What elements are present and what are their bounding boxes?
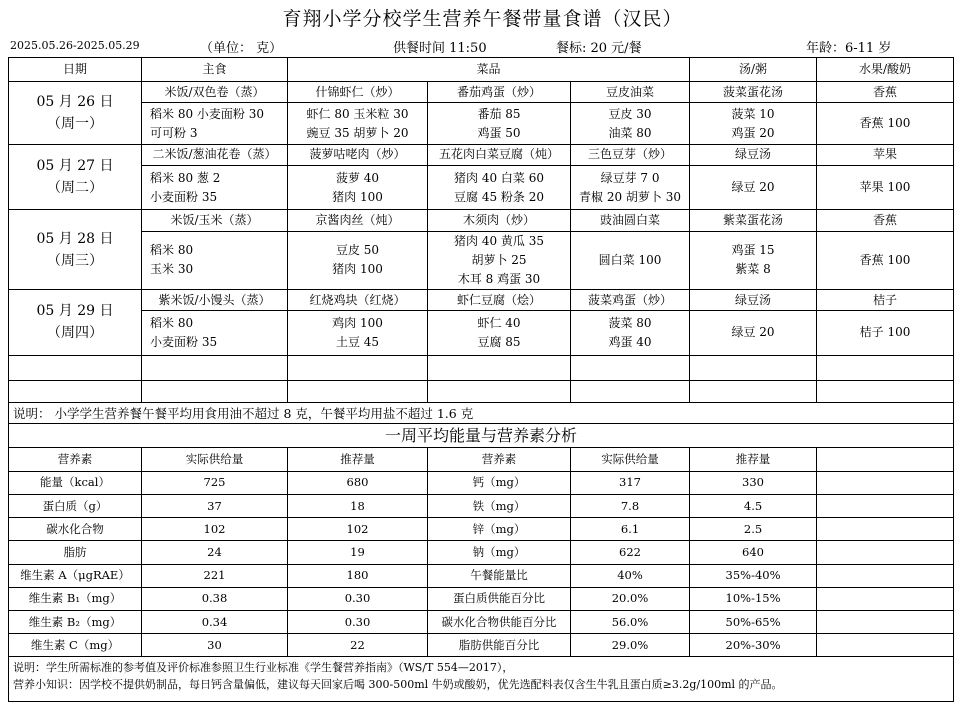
ingredient-line: 小麦面粉 35 bbox=[150, 334, 218, 349]
blank-cell bbox=[817, 587, 954, 610]
day-amount-row bbox=[9, 165, 954, 209]
nutrient-value: 午餐能量比 bbox=[428, 564, 571, 587]
nutrient-value: 钠（mg） bbox=[428, 541, 571, 564]
ingredient-line: 胡萝卜 25 bbox=[471, 252, 527, 267]
weekday-label: （周三） bbox=[47, 252, 103, 269]
dish-name: 三色豆芽（炒） bbox=[571, 144, 690, 165]
ingredient-line: 菠菜 80 bbox=[608, 315, 652, 330]
blank-cell bbox=[571, 355, 690, 380]
nutrient-value: 20%-30% bbox=[690, 634, 817, 657]
nutrient-value: 7.8 bbox=[571, 494, 690, 517]
dish-name: 绿豆汤 bbox=[690, 290, 817, 311]
nutrient-value: 102 bbox=[288, 518, 428, 541]
day-amount-row bbox=[9, 311, 954, 355]
date-label: 05 月 29 日 bbox=[36, 303, 114, 320]
ingredient-amounts bbox=[428, 165, 571, 209]
ingredient-line: 虾仁 80 玉米粒 30 bbox=[306, 106, 409, 121]
dish-name: 菠菜鸡蛋（炒） bbox=[571, 290, 690, 311]
ingredient-line: 虾仁 40 bbox=[477, 315, 521, 330]
nutrient-value: 钙（mg） bbox=[428, 471, 571, 494]
date-label: 05 月 28 日 bbox=[36, 230, 114, 247]
ingredient-line: 豆皮 50 bbox=[335, 243, 380, 258]
date-range: 2025.05.26-2025.05.29 bbox=[10, 39, 140, 52]
dish-name: 米饭/玉米（蒸） bbox=[142, 210, 288, 231]
dish-name: 香蕉 bbox=[817, 210, 954, 231]
nutrient-value: 622 bbox=[571, 541, 690, 564]
nutrient-value: 24 bbox=[142, 541, 288, 564]
header-fruit: 水果/酸奶 bbox=[817, 58, 954, 82]
ingredient-line: 稻米 80 bbox=[150, 315, 194, 330]
ingredient-amounts bbox=[428, 103, 571, 144]
ingredient-amounts bbox=[142, 165, 288, 209]
ingredient-line: 猪肉 100 bbox=[332, 189, 383, 204]
nutrient-value: 能量（kcal） bbox=[9, 471, 142, 494]
day-dish-row bbox=[9, 290, 954, 311]
dish-name: 什锦虾仁（炒） bbox=[288, 82, 428, 103]
blank-cell bbox=[817, 471, 954, 494]
nutrient-value: 317 bbox=[571, 471, 690, 494]
ingredient-line: 可可粉 3 bbox=[150, 125, 198, 140]
ingredient-amounts bbox=[817, 311, 954, 355]
age-range: 年龄：6-11 岁 bbox=[806, 41, 892, 56]
ingredient-line: 鸡肉 100 bbox=[332, 315, 383, 330]
ingredient-line: 苹果 100 bbox=[859, 180, 911, 195]
blank-cell bbox=[9, 355, 142, 380]
ingredient-line: 圆白菜 100 bbox=[598, 252, 662, 267]
blank-cell bbox=[690, 355, 817, 380]
nutrient-header: 营养素 bbox=[428, 447, 571, 471]
blank-cell bbox=[428, 380, 571, 402]
ingredient-amounts bbox=[288, 311, 428, 355]
ingredient-line: 土豆 45 bbox=[335, 334, 380, 349]
dish-name: 紫米饭/小馒头（蒸） bbox=[142, 290, 288, 311]
ingredient-amounts bbox=[690, 231, 817, 290]
header-soup: 汤/粥 bbox=[690, 58, 817, 82]
analysis-title-row bbox=[9, 424, 954, 447]
dish-name: 番茄鸡蛋（炒） bbox=[428, 82, 571, 103]
footer-line: 营养小知识：因学校不提供奶制品，每日钙含量偏低，建议每天回家后喝 300-500ml 牛奶或酸奶，优先选配料表仅含生牛乳且蛋白质≥3.2g/100ml 的产品。 bbox=[13, 678, 783, 692]
ingredient-amounts bbox=[817, 103, 954, 144]
nutrient-row bbox=[9, 610, 954, 633]
dish-name: 香蕉 bbox=[817, 82, 954, 103]
blank-cell bbox=[690, 380, 817, 402]
nutrient-value: 330 bbox=[690, 471, 817, 494]
nutrient-value: 维生素 A（μgRAE） bbox=[9, 564, 142, 587]
nutrient-value: 6.1 bbox=[571, 518, 690, 541]
day-amount-row bbox=[9, 231, 954, 290]
date-label: 05 月 26 日 bbox=[36, 94, 114, 110]
nutrient-header: 实际供给量 bbox=[142, 447, 288, 471]
ingredient-line: 稻米 80 bbox=[150, 243, 194, 258]
ingredient-line: 青椒 20 胡萝卜 30 bbox=[579, 189, 681, 204]
ingredient-line: 豆腐 85 bbox=[477, 334, 521, 349]
ingredient-amounts bbox=[571, 103, 690, 144]
nutrient-value: 680 bbox=[288, 471, 428, 494]
blank-cell bbox=[817, 541, 954, 564]
nutrient-value: 蛋白质（g） bbox=[9, 494, 142, 517]
serving-time: 供餐时间 11:50 bbox=[393, 41, 487, 56]
date-cell bbox=[9, 290, 142, 356]
nutrient-header: 推荐量 bbox=[288, 447, 428, 471]
nutrient-value: 脂肪 bbox=[9, 541, 142, 564]
nutrient-row bbox=[9, 471, 954, 494]
ingredient-line: 菠萝 40 bbox=[335, 170, 380, 185]
nutrient-value: 碳水化合物供能百分比 bbox=[428, 610, 571, 633]
blank-row bbox=[9, 355, 954, 380]
ingredient-amounts bbox=[817, 231, 954, 290]
nutrient-header: 营养素 bbox=[9, 447, 142, 471]
ingredient-amounts bbox=[690, 311, 817, 355]
nutrient-value: 221 bbox=[142, 564, 288, 587]
page-title: 育翔小学分校学生营养午餐带量食谱（汉民） bbox=[282, 8, 683, 30]
nutrient-value: 725 bbox=[142, 471, 288, 494]
ingredient-line: 香蕉 100 bbox=[859, 252, 911, 267]
nutrient-value: 20.0% bbox=[571, 587, 690, 610]
nutrient-value: 4.5 bbox=[690, 494, 817, 517]
nutrient-value: 脂肪供能百分比 bbox=[428, 634, 571, 657]
nutrient-value: 50%-65% bbox=[690, 610, 817, 633]
ingredient-line: 绿豆 20 bbox=[731, 180, 775, 195]
blank-cell bbox=[817, 380, 954, 402]
dish-name: 苹果 bbox=[817, 144, 954, 165]
note-row bbox=[9, 403, 954, 424]
ingredient-amounts bbox=[571, 311, 690, 355]
header-staple: 主食 bbox=[142, 58, 288, 82]
nutrient-value: 碳水化合物 bbox=[9, 518, 142, 541]
nutrient-value: 10%-15% bbox=[690, 587, 817, 610]
nutrient-value: 37 bbox=[142, 494, 288, 517]
weekday-label: （周四） bbox=[47, 325, 103, 342]
nutrient-value: 维生素 B₂（mg） bbox=[9, 610, 142, 633]
ingredient-line: 香蕉 100 bbox=[859, 116, 911, 131]
nutrient-value: 18 bbox=[288, 494, 428, 517]
ingredient-line: 豌豆 35 胡萝卜 20 bbox=[306, 125, 409, 140]
ingredient-line: 豆皮 30 bbox=[608, 106, 652, 121]
nutrient-value: 35%-40% bbox=[690, 564, 817, 587]
nutrient-row bbox=[9, 518, 954, 541]
ingredient-line: 小麦面粉 35 bbox=[150, 189, 218, 204]
nutrient-row bbox=[9, 494, 954, 517]
nutrient-header-row bbox=[9, 447, 954, 471]
nutrient-value: 锌（mg） bbox=[428, 518, 571, 541]
ingredient-line: 紫菜 8 bbox=[735, 262, 771, 277]
ingredient-amounts bbox=[690, 165, 817, 209]
ingredient-line: 番茄 85 bbox=[477, 106, 521, 121]
ingredient-line: 桔子 100 bbox=[859, 325, 911, 340]
menu-header-row bbox=[9, 58, 954, 82]
header-date: 日期 bbox=[9, 58, 142, 82]
nutrient-row bbox=[9, 541, 954, 564]
ingredient-line: 稻米 80 葱 2 bbox=[150, 170, 221, 185]
nutrient-value: 维生素 C（mg） bbox=[9, 634, 142, 657]
nutrient-header: 推荐量 bbox=[690, 447, 817, 471]
ingredient-amounts bbox=[690, 103, 817, 144]
nutrient-row bbox=[9, 564, 954, 587]
nutrient-value: 102 bbox=[142, 518, 288, 541]
nutrient-value: 蛋白质供能百分比 bbox=[428, 587, 571, 610]
footer-row bbox=[9, 657, 954, 702]
day-amount-row bbox=[9, 103, 954, 144]
weekday-label: （周一） bbox=[47, 116, 103, 132]
blank-cell bbox=[817, 564, 954, 587]
dish-name: 菠菜蛋花汤 bbox=[690, 82, 817, 103]
ingredient-amounts bbox=[142, 231, 288, 290]
blank-cell bbox=[571, 380, 690, 402]
dish-name: 菠萝咕咾肉（炒） bbox=[288, 144, 428, 165]
ingredient-line: 鸡蛋 15 bbox=[731, 243, 775, 258]
ingredient-amounts bbox=[428, 311, 571, 355]
blank-cell bbox=[817, 494, 954, 517]
analysis-title: 一周平均能量与营养素分析 bbox=[9, 424, 954, 447]
ingredient-amounts bbox=[288, 165, 428, 209]
footer-notes bbox=[9, 657, 954, 702]
date-cell bbox=[9, 210, 142, 290]
menu-table bbox=[8, 57, 954, 702]
date-cell bbox=[9, 82, 142, 145]
header-dishes: 菜品 bbox=[288, 58, 690, 82]
dish-name: 京酱肉丝（炖） bbox=[288, 210, 428, 231]
ingredient-line: 鸡蛋 20 bbox=[731, 125, 775, 140]
ingredient-amounts bbox=[142, 311, 288, 355]
nutrient-value: 22 bbox=[288, 634, 428, 657]
ingredient-amounts bbox=[571, 165, 690, 209]
dish-name: 五花肉白菜豆腐（炖） bbox=[428, 144, 571, 165]
nutrient-value: 0.38 bbox=[142, 587, 288, 610]
nutrient-row bbox=[9, 587, 954, 610]
nutrient-value: 56.0% bbox=[571, 610, 690, 633]
blank-cell bbox=[288, 380, 428, 402]
nutrient-value: 29.0% bbox=[571, 634, 690, 657]
weekday-label: （周二） bbox=[47, 180, 103, 197]
dish-name: 紫菜蛋花汤 bbox=[690, 210, 817, 231]
ingredient-line: 豆腐 45 粉条 20 bbox=[454, 189, 544, 204]
ingredient-line: 油菜 80 bbox=[608, 125, 652, 140]
ingredient-line: 猪肉 40 白菜 60 bbox=[454, 170, 544, 185]
nutrient-value: 维生素 B₁（mg） bbox=[9, 587, 142, 610]
blank-cell bbox=[9, 380, 142, 402]
nutrient-header: 实际供给量 bbox=[571, 447, 690, 471]
day-dish-row bbox=[9, 210, 954, 231]
ingredient-amounts bbox=[571, 231, 690, 290]
nutrient-value: 0.34 bbox=[142, 610, 288, 633]
nutrient-value: 0.30 bbox=[288, 587, 428, 610]
dish-name: 桔子 bbox=[817, 290, 954, 311]
dish-name: 豉油圆白菜 bbox=[571, 210, 690, 231]
ingredient-line: 木耳 8 鸡蛋 30 bbox=[457, 271, 541, 286]
nutrient-value: 40% bbox=[571, 564, 690, 587]
nutrient-value: 30 bbox=[142, 634, 288, 657]
ingredient-line: 猪肉 40 黄瓜 35 bbox=[454, 233, 544, 248]
blank-row bbox=[9, 380, 954, 402]
footer-line: 说明：学生所需标准的参考值及评价标准参照卫生行业标准《学生餐营养指南》（WS/T 554—2017）， bbox=[13, 661, 514, 675]
ingredient-amounts bbox=[288, 231, 428, 290]
nutrient-value: 19 bbox=[288, 541, 428, 564]
ingredient-line: 菠菜 10 bbox=[731, 106, 775, 121]
ingredient-amounts bbox=[288, 103, 428, 144]
ingredient-line: 玉米 30 bbox=[150, 262, 194, 277]
dish-name: 虾仁豆腐（烩） bbox=[428, 290, 571, 311]
meal-standard: 餐标: 20 元/餐 bbox=[556, 41, 642, 56]
ingredient-line: 绿豆 20 bbox=[731, 325, 775, 340]
date-cell bbox=[9, 144, 142, 210]
dish-name: 绿豆汤 bbox=[690, 144, 817, 165]
nutrient-value: 0.30 bbox=[288, 610, 428, 633]
ingredient-line: 鸡蛋 50 bbox=[477, 125, 521, 140]
ingredient-amounts bbox=[428, 231, 571, 290]
day-dish-row bbox=[9, 144, 954, 165]
dish-name: 红烧鸡块（红烧） bbox=[288, 290, 428, 311]
blank-cell bbox=[817, 355, 954, 380]
ingredient-line: 绿豆芽 7 0 bbox=[600, 170, 660, 185]
blank-cell bbox=[142, 355, 288, 380]
ingredient-line: 猪肉 100 bbox=[332, 262, 383, 277]
dish-name: 二米饭/葱油花卷（蒸） bbox=[142, 144, 288, 165]
dish-name: 木须肉（炒） bbox=[428, 210, 571, 231]
date-label: 05 月 27 日 bbox=[36, 158, 114, 175]
ingredient-amounts bbox=[817, 165, 954, 209]
ingredient-amounts bbox=[142, 103, 288, 144]
ingredient-line: 稻米 80 小麦面粉 30 bbox=[150, 106, 264, 121]
oil-salt-note: 说明： 小学学生营养餐午餐平均用食用油不超过 8 克，午餐平均用盐不超过 1.6 克 bbox=[9, 403, 954, 424]
nutrient-value: 180 bbox=[288, 564, 428, 587]
blank-cell bbox=[817, 634, 954, 657]
day-dish-row bbox=[9, 82, 954, 103]
unit-label: （单位： 克） bbox=[200, 41, 283, 56]
blank-cell bbox=[288, 355, 428, 380]
nutrient-value: 铁（mg） bbox=[428, 494, 571, 517]
nutrient-value: 640 bbox=[690, 541, 817, 564]
nutrient-row bbox=[9, 634, 954, 657]
dish-name: 豆皮油菜 bbox=[571, 82, 690, 103]
blank-cell bbox=[817, 610, 954, 633]
blank-cell bbox=[817, 447, 954, 471]
blank-cell bbox=[817, 518, 954, 541]
blank-cell bbox=[428, 355, 571, 380]
nutrient-value: 2.5 bbox=[690, 518, 817, 541]
blank-cell bbox=[142, 380, 288, 402]
dish-name: 米饭/双色卷（蒸） bbox=[142, 82, 288, 103]
ingredient-line: 鸡蛋 40 bbox=[608, 334, 652, 349]
